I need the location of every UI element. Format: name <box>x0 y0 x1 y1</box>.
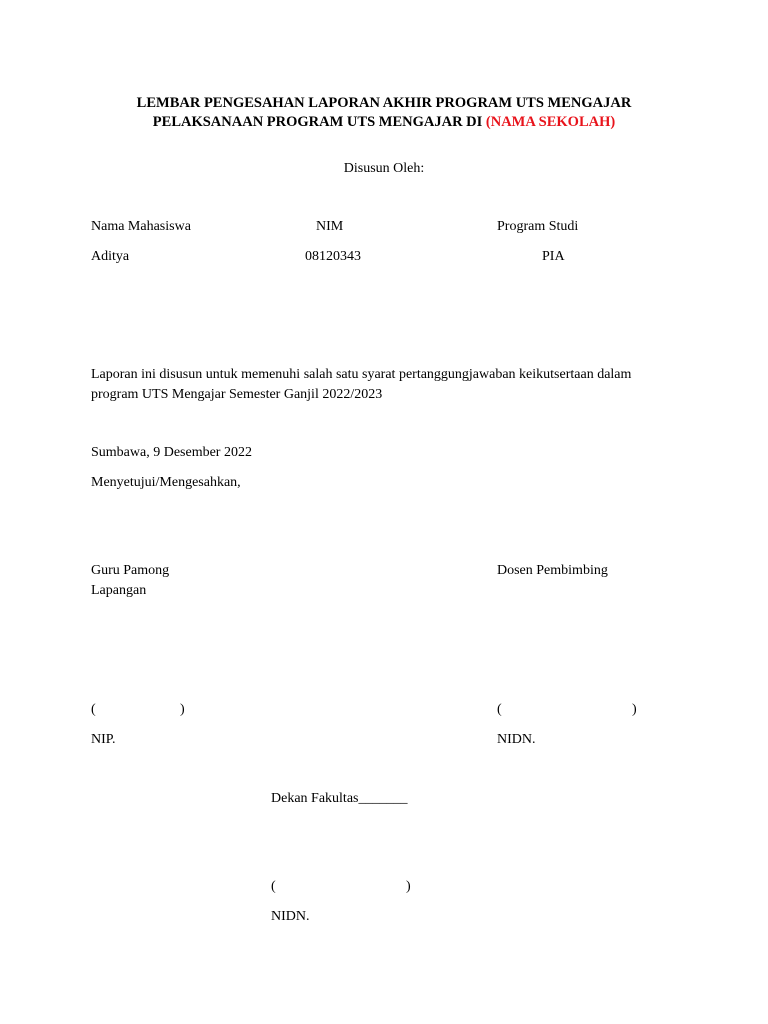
dean-nidn: NIDN. <box>271 909 310 924</box>
left-signer-nip: NIP. <box>91 732 116 747</box>
prepared-by-label: Disusun Oleh: <box>343 161 425 176</box>
dean-signature-paren-open: ( <box>271 879 276 894</box>
purpose-line-1: Laporan ini disusun untuk memenuhi salah satu syarat pertanggungjawaban keikutsertaan dalam <box>91 367 632 382</box>
purpose-line-2: program UTS Mengajar Semester Ganjil 2022/2023 <box>91 387 383 402</box>
title-line-2-prefix: PELAKSANAAN PROGRAM UTS MENGAJAR DI <box>152 114 486 130</box>
header-study-program: Program Studi <box>497 219 579 234</box>
left-signature-paren-close: ) <box>180 702 185 717</box>
right-signer-role: Dosen Pembimbing <box>497 563 608 578</box>
student-name-value: Aditya <box>91 249 130 264</box>
left-signature-paren-open: ( <box>91 702 96 717</box>
study-program-value: PIA <box>542 249 565 264</box>
header-student-name: Nama Mahasiswa <box>91 219 191 234</box>
right-signature-paren-open: ( <box>497 702 502 717</box>
dean-signature-paren-close: ) <box>406 879 411 894</box>
right-signer-nidn: NIDN. <box>497 732 536 747</box>
right-signature-paren-close: ) <box>632 702 637 717</box>
approval-label: Menyetujui/Mengesahkan, <box>91 475 241 490</box>
title-line-2 <box>0 112 768 132</box>
title-line-1: LEMBAR PENGESAHAN LAPORAN AKHIR PROGRAM UTS MENGAJAR <box>136 95 632 111</box>
left-signer-role-line-2: Lapangan <box>91 583 147 598</box>
header-nim: NIM <box>316 219 344 234</box>
dean-role: Dekan Fakultas_______ <box>271 791 408 806</box>
student-nim-value: 08120343 <box>305 249 361 264</box>
left-signer-role-line-1: Guru Pamong <box>91 563 170 578</box>
school-name-placeholder: (NAMA SEKOLAH) <box>485 114 616 130</box>
place-date: Sumbawa, 9 Desember 2022 <box>91 445 252 460</box>
